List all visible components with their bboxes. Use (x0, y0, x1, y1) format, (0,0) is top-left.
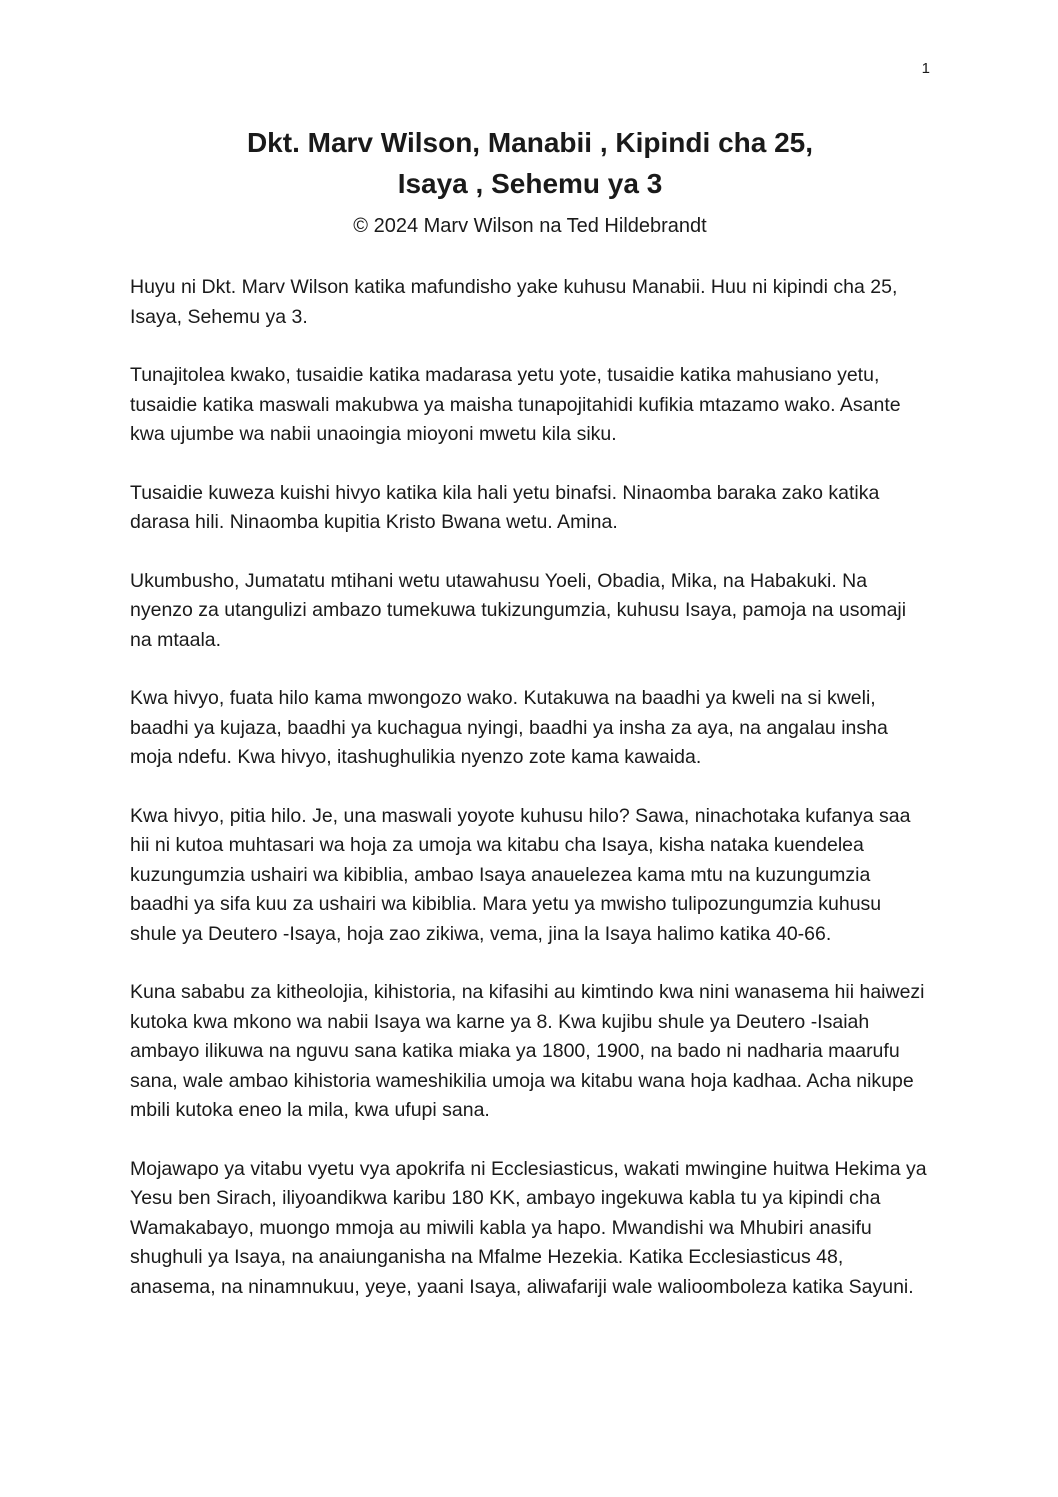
copyright-line: © 2024 Marv Wilson na Ted Hildebrandt (353, 215, 707, 237)
document-title-line-2: Isaya , Sehemu ya 3 (397, 168, 663, 199)
paragraph: Kuna sababu za kitheolojia, kihistoria, na kifasihi au kimtindo kwa nini wanasema hii haiwezi kutoka kwa mkono wa nabii Isaya wa karne ya 8. Kwa kujibu shule ya Deutero -Isaiah ambayo ilikuwa na nguvu sana katika miaka ya 1800, 1900, na bado ni nadharia maarufu sana, wale ambao kihistoria wameshikilia umoja wa kitabu wana hoja kadhaa. Acha nikupe mbili kutoka eneo la mila, kwa ufupi sana. (130, 981, 925, 1121)
paragraph: Kwa hivyo, fuata hilo kama mwongozo wako. Kutakuwa na baadhi ya kweli na si kweli, baadhi ya kujaza, baadhi ya kuchagua nyingi, baadhi ya insha za aya, na angalau insha moja ndefu. Kwa hivyo, itashughulikia nyenzo zote kama kawaida. (130, 687, 888, 768)
paragraph: Mojawapo ya vitabu vyetu vya apokrifa ni Ecclesiasticus, wakati mwingine huitwa Hekima ya Yesu ben Sirach, iliyoandikwa karibu 180 KK, ambayo ingekuwa kabla tu ya kipindi cha Wamakabayo, muongo mmoja au miwili kabla ya hapo. Mwandishi wa Mhubiri anasifu shughuli ya Isaya, na anaiunganisha na Mfalme Hezekia. Katika Ecclesiasticus 48, anasema, na ninamnukuu, yeye, yaani Isaya, aliwafariji wale walioomboleza katika Sayuni. (130, 1157, 927, 1298)
title-block (130, 122, 930, 239)
paragraph: Kwa hivyo, pitia hilo. Je, una maswali yoyote kuhusu hilo? Sawa, ninachotaka kufanya saa hii ni kutoa muhtasari wa hoja za umoja wa kitabu cha Isaya, kisha nataka kuendelea kuzungumzia ushairi wa kibiblia, ambao Isaya anauelezea kama mtu na kuzungumzia baadhi ya sifa kuu za ushairi wa kibiblia. Mara yetu ya mwisho tulipozungumzia kuhusu shule ya Deutero -Isaya, hoja zao zikiwa, vema, jina la Isaya halimo katika 40-66. (130, 804, 911, 945)
page-number: 1 (921, 60, 930, 77)
paragraphs (130, 273, 930, 1302)
paragraph: Ukumbusho, Jumatatu mtihani wetu utawahusu Yoeli, Obadia, Mika, na Habakuki. Na nyenzo za utangulizi ambazo tumekuwa tukizungumzia, kuhusu Isaya, pamoja na usomaji na mtaala. (130, 569, 907, 651)
paragraph: Huyu ni Dkt. Marv Wilson katika mafundisho yake kuhusu Manabii. Huu ni kipindi cha 25, Isaya, Sehemu ya 3. (130, 276, 898, 328)
paragraph: Tusaidie kuweza kuishi hivyo katika kila hali yetu binafsi. Ninaomba baraka zako katika darasa hili. Ninaomba kupitia Kristo Bwana wetu. Amina. (130, 481, 880, 533)
document-title-line-1: Dkt. Marv Wilson, Manabii , Kipindi cha 25, (246, 127, 814, 158)
paragraph: Tunajitolea kwako, tusaidie katika madarasa yetu yote, tusaidie katika mahusiano yetu, tusaidie katika maswali makubwa ya maisha tunapojitahidi kufikia mtazamo wako. Asante kwa ujumbe wa nabii unaoingia mioyoni mwetu kila siku. (130, 364, 901, 445)
